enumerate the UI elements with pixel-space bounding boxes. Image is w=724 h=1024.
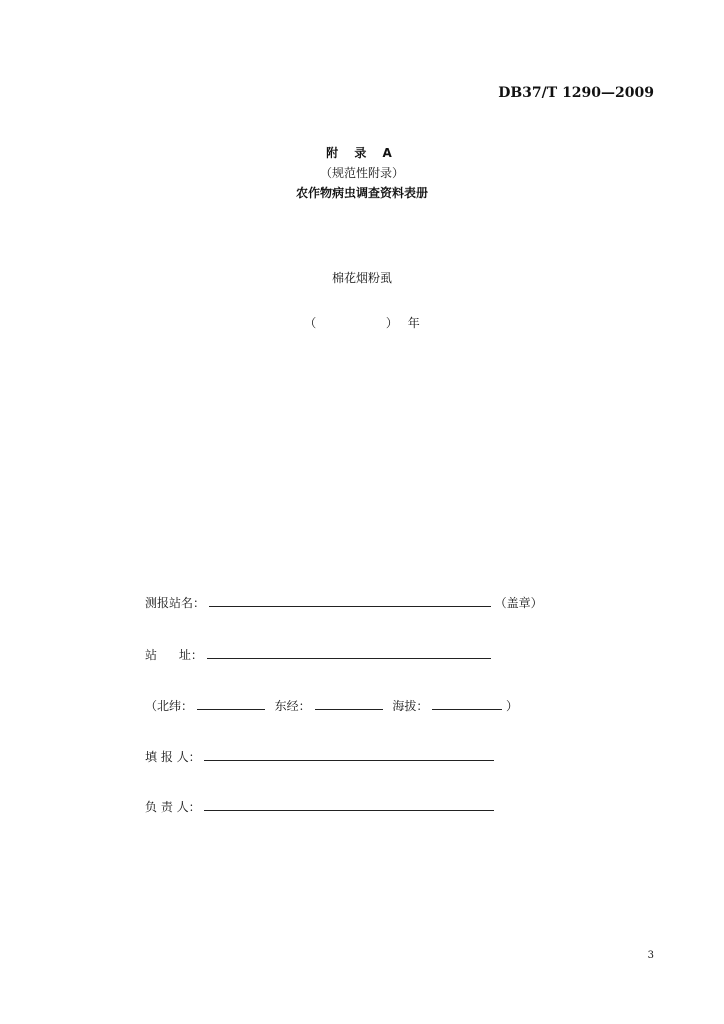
year-open-paren: （ xyxy=(304,316,317,330)
year-field xyxy=(0,314,724,331)
appendix-title: 附 录 A xyxy=(326,146,398,160)
page-number: 3 xyxy=(647,950,654,961)
year-label: 年 xyxy=(407,316,420,330)
station-seal-label: （盖章） xyxy=(494,596,543,610)
responsible-blank[interactable] xyxy=(204,799,494,811)
station-row xyxy=(145,594,543,611)
pest-name: 棉花烟粉虱 xyxy=(331,271,392,285)
longitude-blank[interactable] xyxy=(315,698,383,710)
coordinates-row xyxy=(145,697,518,714)
reporter-blank[interactable] xyxy=(204,749,494,761)
responsible-label: 负 责 人： xyxy=(145,800,201,814)
station-name-blank[interactable] xyxy=(209,595,491,607)
reporter-row xyxy=(145,748,494,765)
address-blank[interactable] xyxy=(207,647,491,659)
standard-code: DB37/T 1290—2009 xyxy=(498,85,654,101)
latitude-label: （北纬： xyxy=(145,699,194,713)
responsible-row xyxy=(145,798,494,815)
altitude-label: 海拔： xyxy=(392,699,429,713)
document-title: 农作物病虫调查资料表册 xyxy=(295,186,428,200)
station-label: 测报站名： xyxy=(145,596,206,610)
reporter-label: 填 报 人： xyxy=(145,750,201,764)
longitude-label: 东经： xyxy=(274,699,311,713)
latitude-blank[interactable] xyxy=(197,698,265,710)
altitude-blank[interactable] xyxy=(432,698,502,710)
year-close-paren: ） xyxy=(385,316,398,330)
coordinates-close-paren: ） xyxy=(506,699,519,713)
appendix-normative-label: （规范性附录） xyxy=(319,166,404,180)
address-row xyxy=(145,646,491,663)
address-label: 站 址： xyxy=(145,648,203,662)
